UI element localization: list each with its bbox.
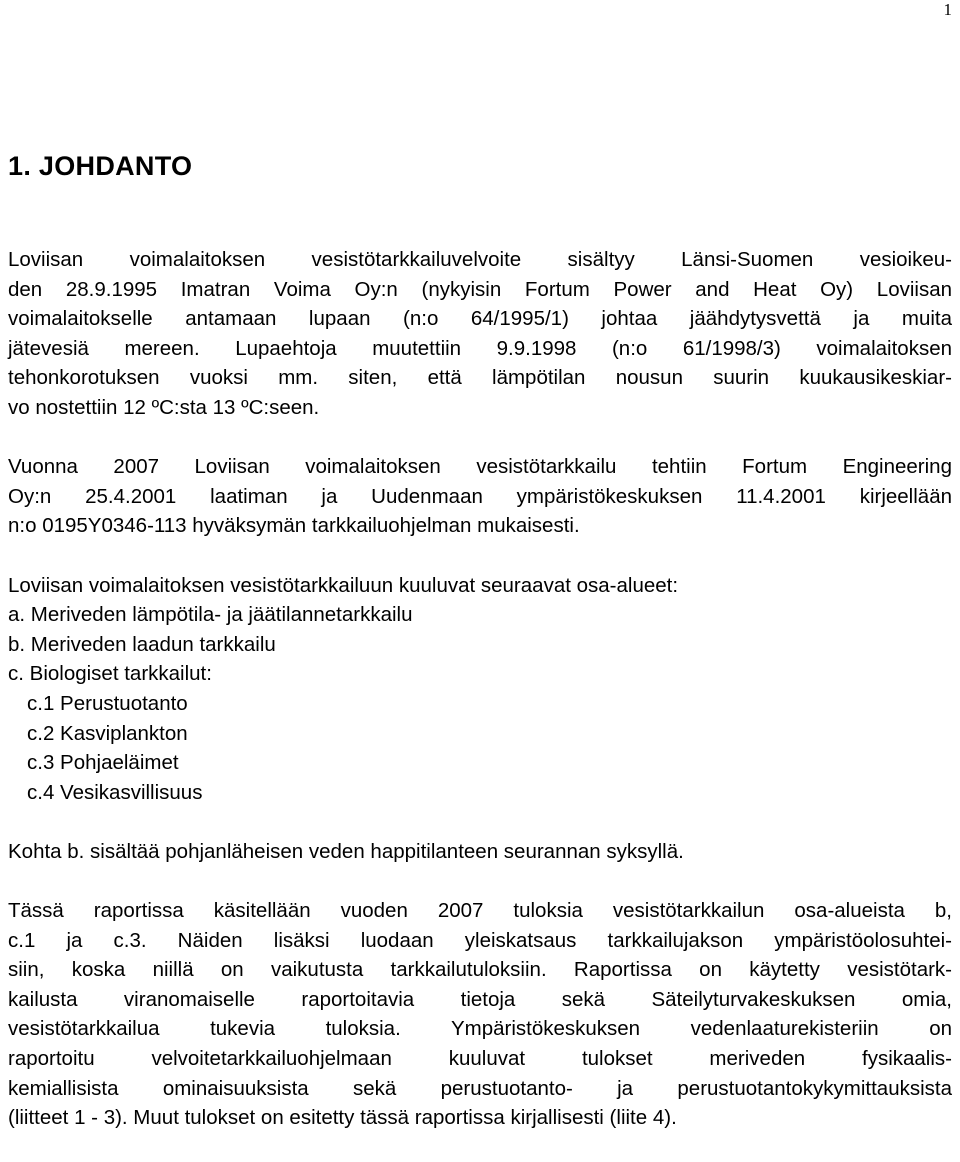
- page-number: 1: [943, 0, 952, 19]
- text-line: Tässä raportissa käsitellään vuoden 2007 tuloksia vesistötarkkailun osa-alueista b,: [8, 899, 952, 923]
- text-line: vo nostettiin 12 ºC:sta 13 ºC:seen.: [8, 395, 320, 419]
- section-heading: 1. JOHDANTO: [8, 151, 193, 181]
- list-item: c. Biologiset tarkkailut:: [8, 662, 212, 686]
- text-line: raportoitu velvoitetarkkailuohjelmaan kuuluvat tulokset meriveden fysikaalis-: [8, 1047, 952, 1071]
- list-subitem: c.1 Perustuotanto: [27, 691, 188, 715]
- text-line: Vuonna 2007 Loviisan voimalaitoksen vesistötarkkailu tehtiin Fortum Engineering: [8, 455, 952, 479]
- paragraph-license: [8, 245, 952, 423]
- text-line: Loviisan voimalaitoksen vesistötarkkailuvelvoite sisältyy Länsi-Suomen vesioikeu-: [8, 248, 952, 271]
- text-line: n:o 0195Y0346-113 hyväksymän tarkkailuohjelman mukaisesti.: [8, 514, 580, 538]
- list-subitem: c.3 Pohjaeläimet: [27, 751, 179, 775]
- text-line: (liitteet 1 - 3). Muut tulokset on esitetty tässä raportissa kirjallisesti (liite 4).: [8, 1106, 677, 1130]
- paragraph-monitoring-2007: [8, 452, 952, 541]
- text-line: vesistötarkkailua tukevia tuloksia. Ympäristökeskuksen vedenlaaturekisteriin on: [8, 1017, 952, 1041]
- list-subitem: c.4 Vesikasvillisuus: [27, 780, 203, 804]
- document-body: [8, 245, 952, 1162]
- text-line: kemiallisista ominaisuuksista sekä perustuotanto- ja perustuotantokykymittauksista: [8, 1076, 952, 1100]
- paragraph-report-scope: [8, 896, 952, 1133]
- text-line: siin, koska niillä on vaikutusta tarkkailutuloksiin. Raportissa on käytetty vesistötark-: [8, 958, 952, 982]
- text-line: jätevesiä mereen. Lupaehtoja muutettiin 9.9.1998 (n:o 61/1998/3) voimalaitoksen: [8, 336, 952, 360]
- text-line: kailusta viranomaiselle raportoitavia tietoja sekä Säteilyturvakeskuksen omia,: [8, 987, 952, 1011]
- text-line: voimalaitokselle antamaan lupaan (n:o 64/1995/1) johtaa jäähdytysvettä ja muita: [8, 307, 952, 331]
- list-item: a. Meriveden lämpötila- ja jäätilannetarkkailu: [8, 603, 413, 627]
- text-line: tehonkorotuksen vuoksi mm. siten, että lämpötilan nousun suurin kuukausikeskiar-: [8, 366, 952, 390]
- paragraph-item-b: Kohta b. sisältää pohjanläheisen veden happitilanteen seurannan syksyllä.: [8, 839, 684, 863]
- list-intro: Loviisan voimalaitoksen vesistötarkkailuun kuuluvat seuraavat osa-alueet:: [8, 573, 679, 597]
- list-subitem: c.2 Kasviplankton: [27, 721, 188, 745]
- text-line: Oy:n 25.4.2001 laatiman ja Uudenmaan ympäristökeskuksen 11.4.2001 kirjeellään: [8, 484, 952, 508]
- text-line: c.1 ja c.3. Näiden lisäksi luodaan yleiskatsaus tarkkailujakson ympäristöolosuhtei-: [8, 928, 952, 952]
- monitoring-areas-list: [8, 600, 952, 807]
- text-line: den 28.9.1995 Imatran Voima Oy:n (nykyisin Fortum Power and Heat Oy) Loviisan: [8, 277, 952, 301]
- list-item: b. Meriveden laadun tarkkailu: [8, 632, 276, 656]
